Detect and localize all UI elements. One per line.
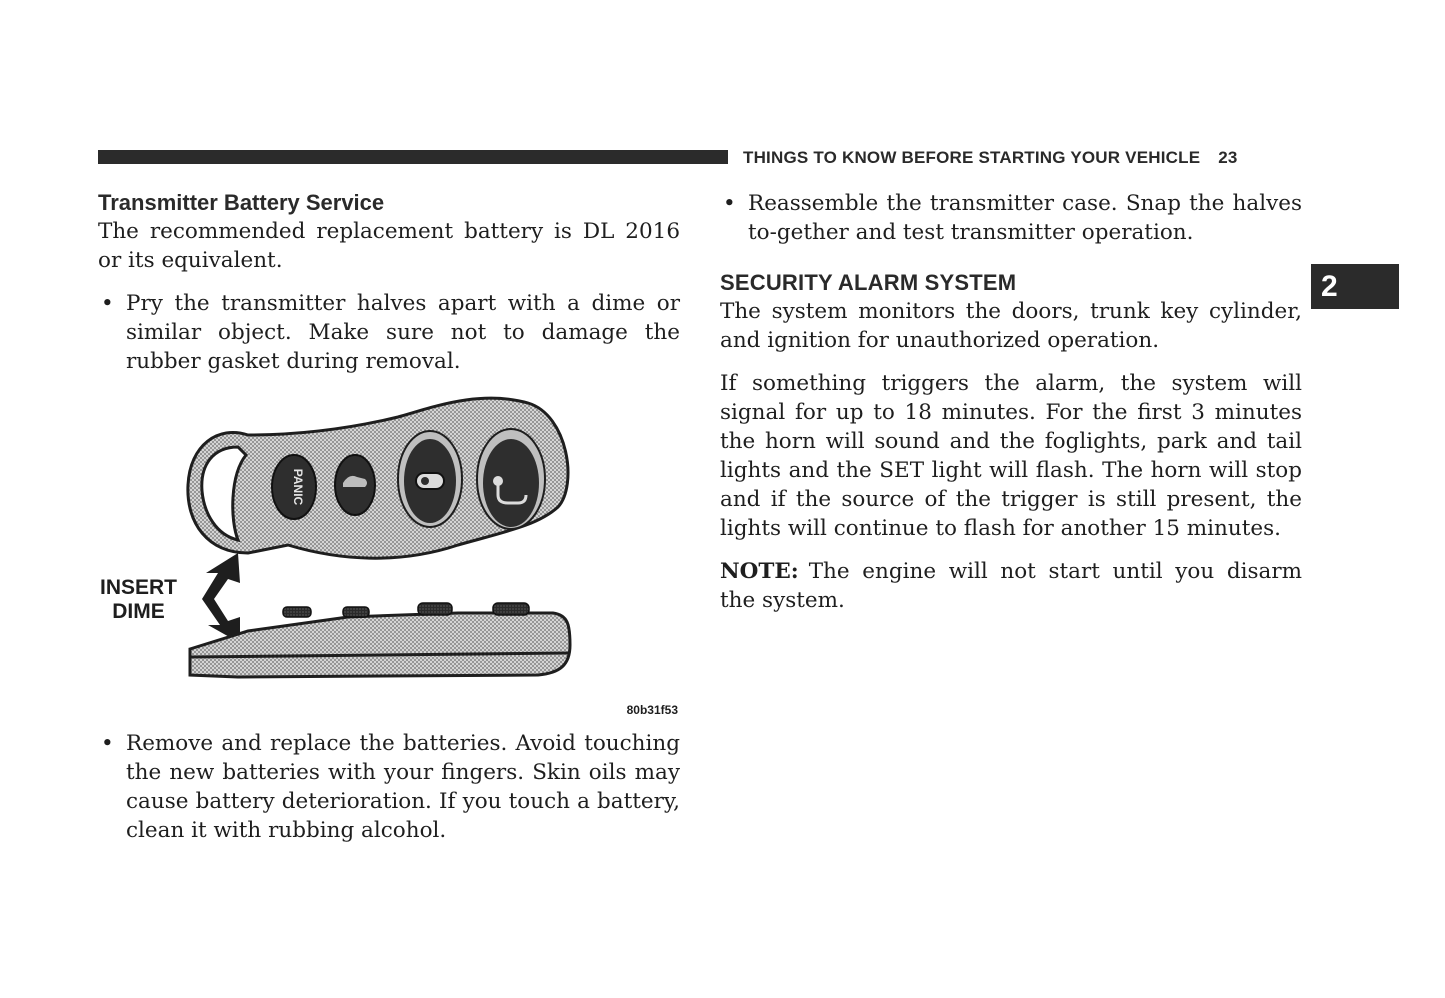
bullet-icon: • <box>101 731 114 756</box>
page-number: 23 <box>1218 148 1238 167</box>
transmitter-figure <box>98 395 680 725</box>
list-item <box>720 189 1302 247</box>
security-para-2: If something triggers the alarm, the system will signal for up to 18 minutes. For the first 3 minutes the horn will sound and the foglights, park and tail lights and the SET light will flash. The horn will stop and if the source of the trigger is still present, the lights will continue to flash for another 15 minutes. <box>720 371 1302 541</box>
header-rule <box>98 150 728 164</box>
chapter-tab: 2 <box>1311 264 1399 309</box>
section-heading-battery: Transmitter Battery Service <box>98 190 385 215</box>
unlock-button-icon <box>483 439 539 527</box>
section-heading-security: SECURITY ALARM SYSTEM <box>720 270 1017 295</box>
left-column <box>98 189 680 376</box>
left-column-lower <box>98 729 680 845</box>
right-column <box>720 189 1302 615</box>
fob-top <box>188 398 568 558</box>
key-fob-illustration <box>98 395 680 725</box>
security-note <box>720 557 1302 615</box>
running-title: THINGS TO KNOW BEFORE STARTING YOUR VEHICLE <box>743 148 1201 167</box>
figure-code: 80b31f53 <box>626 703 678 717</box>
fob-side <box>190 603 570 677</box>
bullet-icon: • <box>101 291 114 316</box>
bullet-pry-text: Pry the transmitter halves apart with a dime or similar object. Make sure not to damage the rubber gasket during removal. <box>126 291 680 374</box>
bullet-icon: • <box>723 191 736 216</box>
bullet-reassemble-text: Reassemble the transmitter case. Snap the halves to-gether and test transmitter operation. <box>748 191 1302 245</box>
insert-arrow-icon <box>202 553 240 643</box>
note-text: The engine will not start until you disarm the system. <box>720 559 1302 613</box>
bullet-batteries-text: Remove and replace the batteries. Avoid touching the new batteries with your fingers. Skin oils may cause battery deterioration. If you touch a battery, clean it with rubbing alcohol. <box>126 731 680 843</box>
list-item <box>98 289 680 376</box>
insert-dime-label <box>100 576 177 624</box>
security-para-1: The system monitors the doors, trunk key cylinder, and ignition for unauthorized operation. <box>720 299 1302 353</box>
note-label: NOTE: <box>720 559 799 584</box>
running-header <box>743 148 1303 168</box>
battery-intro: The recommended replacement battery is DL 2016 or its equivalent. <box>98 219 680 273</box>
list-item <box>98 729 680 845</box>
insert-label-line1: INSERT <box>100 576 178 599</box>
insert-label-line2: DIME <box>112 600 165 623</box>
panic-label: PANIC <box>291 468 305 506</box>
